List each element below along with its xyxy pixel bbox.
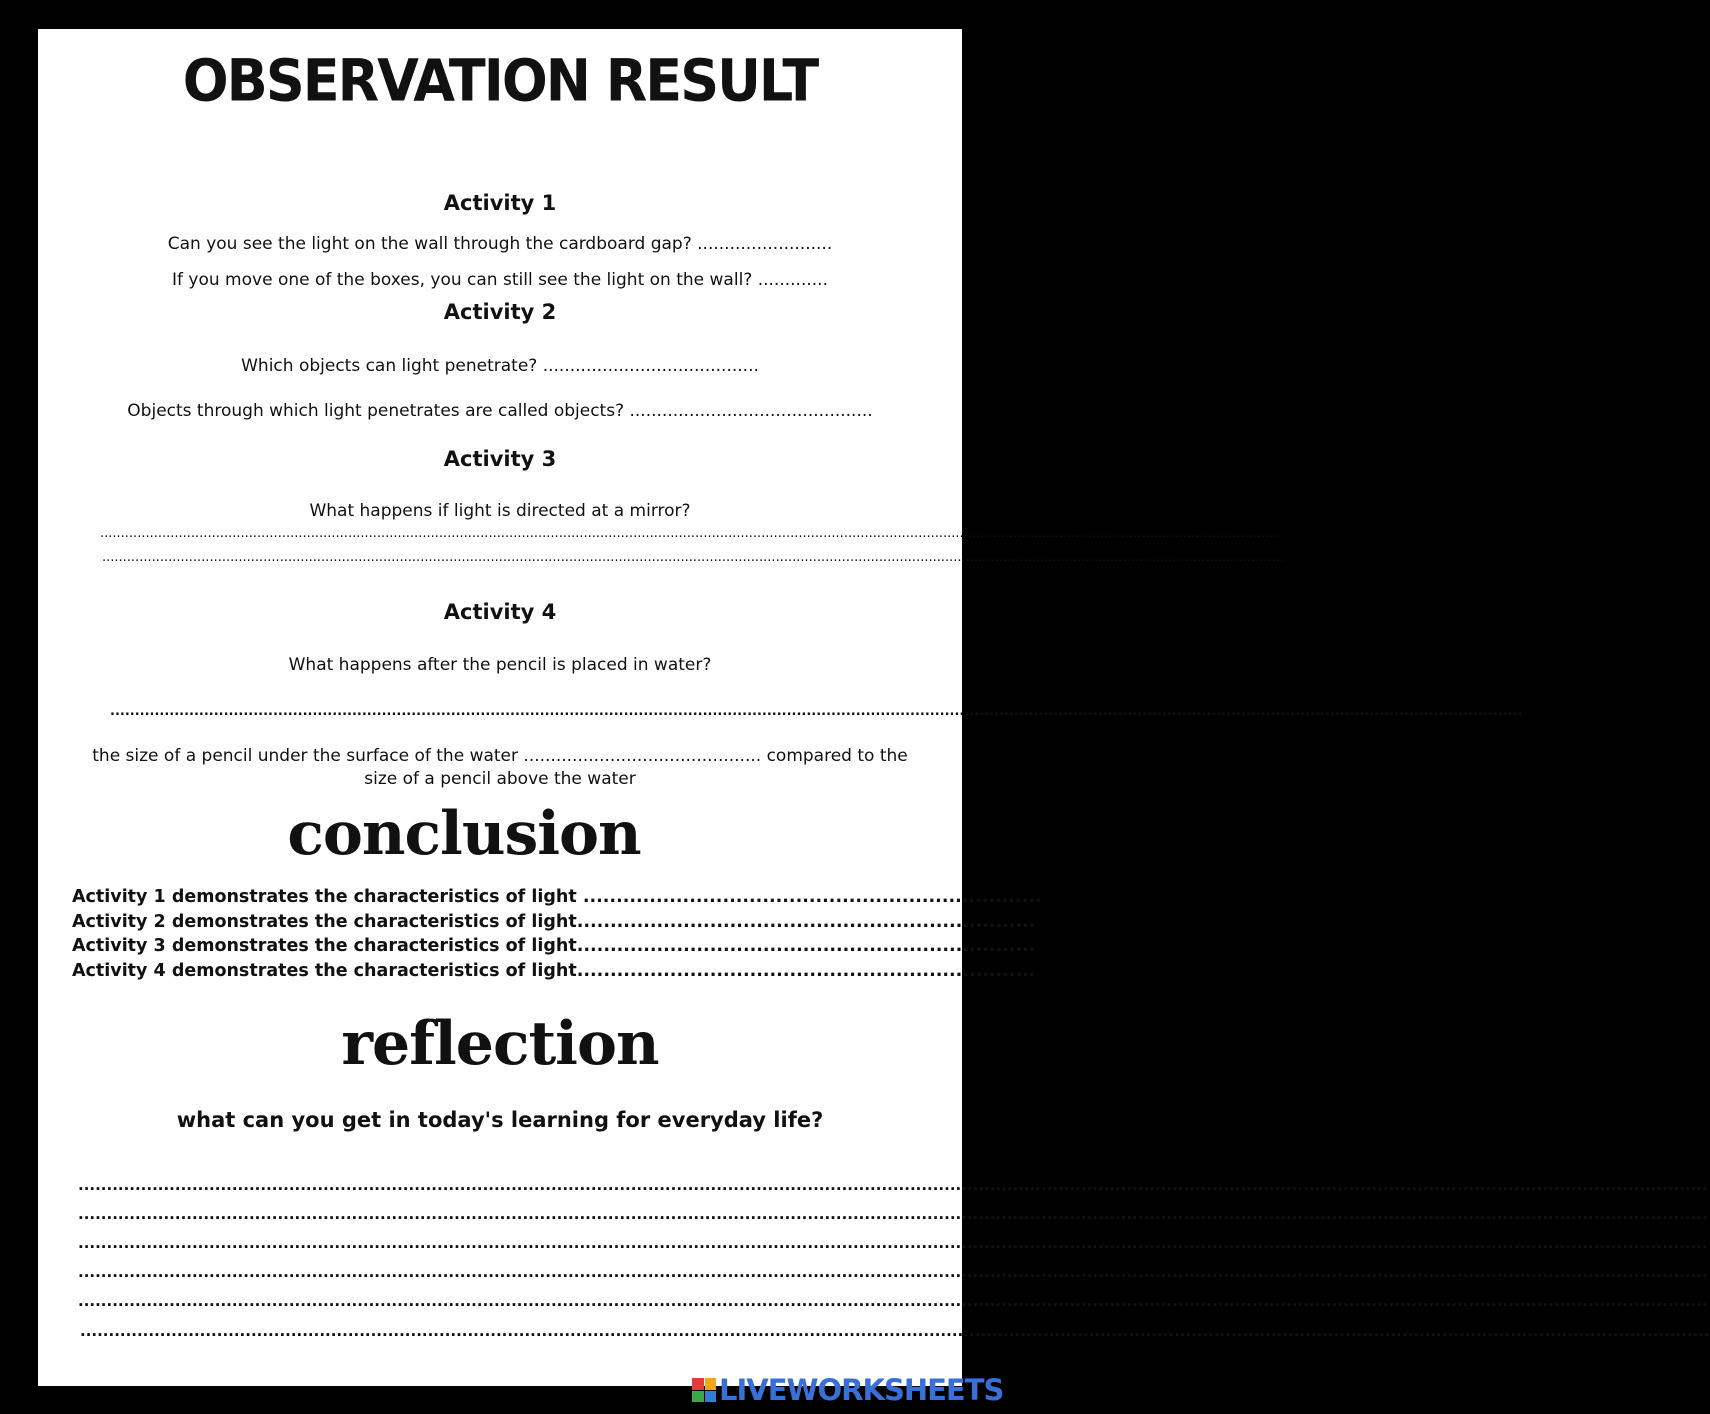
conclusion-line-3: Activity 3 demonstrates the characteristics of light..................................................................... bbox=[72, 936, 1036, 956]
conclusion-line-4: Activity 4 demonstrates the characteristics of light..................................................................... bbox=[72, 961, 1036, 981]
activity-4-question-1: What happens after the pencil is placed in water? bbox=[288, 655, 712, 675]
liveworksheets-logo-text: LIVEWORKSHEETS bbox=[719, 1373, 1004, 1407]
activity-2-question-1: Which objects can light penetrate? ........................................ bbox=[241, 356, 759, 376]
conclusion-heading: conclusion bbox=[287, 799, 641, 869]
activity-4-question-2-line-2: size of a pencil above the water bbox=[364, 769, 636, 789]
reflection-question: what can you get in today's learning for everyday life? bbox=[176, 1108, 824, 1132]
reflection-heading: reflection bbox=[341, 1009, 659, 1079]
liveworksheets-logo-icon bbox=[692, 1378, 716, 1402]
answer-line[interactable]: .............................................................................................................................................................................................................................................................................................. bbox=[110, 704, 1523, 719]
reflection-answer-line[interactable]: .............................................................................................................................................................................................................................................................................................. bbox=[80, 1322, 1710, 1340]
worksheet-page bbox=[38, 29, 1710, 1386]
conclusion-line-2: Activity 2 demonstrates the characteristics of light..................................................................... bbox=[72, 912, 1036, 932]
activity-4-heading: Activity 4 bbox=[443, 600, 557, 624]
reflection-answer-line[interactable]: .............................................................................................................................................................................................................................................................................................. bbox=[78, 1205, 1708, 1223]
reflection-answer-line[interactable]: .............................................................................................................................................................................................................................................................................................. bbox=[78, 1234, 1708, 1252]
activity-2-heading: Activity 2 bbox=[443, 300, 557, 324]
answer-line[interactable]: .............................................................................................................................................................................................................................................................................................. bbox=[100, 526, 1282, 541]
activity-2-question-2: Objects through which light penetrates are called objects? ............................................. bbox=[127, 401, 873, 421]
conclusion-line-1: Activity 1 demonstrates the characteristics of light ..................................................................... bbox=[72, 887, 1042, 907]
activity-1-question-2: If you move one of the boxes, you can still see the light on the wall? ............. bbox=[172, 270, 828, 290]
activity-3-question-1: What happens if light is directed at a mirror? bbox=[309, 501, 691, 521]
activity-1-heading: Activity 1 bbox=[443, 191, 557, 215]
liveworksheets-logo bbox=[692, 1375, 1003, 1405]
answer-line[interactable]: .............................................................................................................................................................................................................................................................................................. bbox=[102, 550, 1284, 565]
activity-3-heading: Activity 3 bbox=[443, 447, 557, 471]
reflection-answer-line[interactable]: .............................................................................................................................................................................................................................................................................................. bbox=[78, 1292, 1708, 1310]
activity-4-question-2-line-1: the size of a pencil under the surface of the water ............................................ compared to the bbox=[92, 746, 908, 766]
reflection-answer-line[interactable]: .............................................................................................................................................................................................................................................................................................. bbox=[78, 1176, 1708, 1194]
activity-1-question-1: Can you see the light on the wall through the cardboard gap? ......................... bbox=[167, 234, 833, 254]
page-title: OBSERVATION RESULT bbox=[182, 46, 818, 115]
reflection-answer-line[interactable]: .............................................................................................................................................................................................................................................................................................. bbox=[78, 1263, 1708, 1281]
